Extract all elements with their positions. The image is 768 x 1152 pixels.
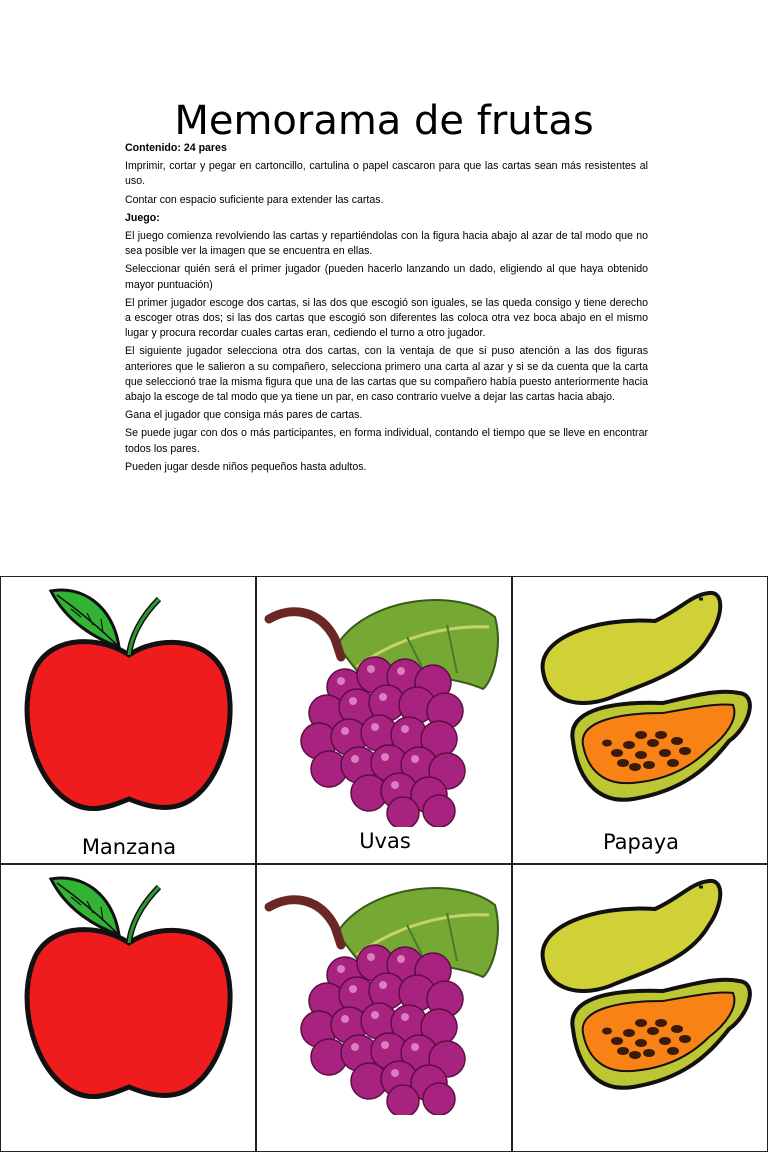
card-manzana-pair bbox=[0, 864, 256, 1152]
rule-first-turn: El primer jugador escoge dos cartas, si las dos que escogió son iguales, se las queda consigo y tiene derecho a escoger otras dos; si las dos cartas que escogió son diferentes las coloca otra vez boca abajo en el mismo lugar y procura recordar cuales cartas eran, cediendo el turno a otro jugador. bbox=[125, 296, 648, 340]
rule-winner: Gana el jugador que consiga más pares de cartas. bbox=[125, 409, 363, 422]
rule-next-player: El siguiente jugador selecciona otra dos cartas, con la ventaja de que si puso atención a las dos figuras anteriores que le salieron a su compañero, selecciona primero una carta al azar y si se da cuenta que la carta que seleccionó trae la misma figura que una de las cartas que su compañero había puesto anteriormente hacia abajo la escoge de tal modo que ya tiene un par, en caso contrario vuelve a dejar las cartas hacia abajo. bbox=[125, 345, 648, 404]
instructions bbox=[125, 141, 648, 478]
rule-first-player: Seleccionar quién será el primer jugador (pueden hacerlo lanzando un dado, eligiendo al que haya obtenido mayor puntuación) bbox=[125, 263, 648, 291]
card-label-papaya: Papaya bbox=[602, 830, 680, 854]
card-papaya-pair bbox=[512, 864, 768, 1152]
grapes-icon bbox=[257, 577, 512, 827]
card-grid bbox=[0, 576, 768, 1036]
page-title: Memorama de frutas bbox=[174, 97, 594, 144]
rule-start: El juego comienza revolviendo las cartas y repartiéndolas con la figura hacia abajo al azar de tal modo que no sea posible ver la imagen que se encuentra en ellas. bbox=[125, 230, 648, 258]
card-label-manzana: Manzana bbox=[81, 835, 177, 859]
grapes-icon bbox=[257, 865, 512, 1115]
papaya-icon bbox=[513, 865, 768, 1115]
rule-ages: Pueden jugar desde niños pequeños hasta adultos. bbox=[125, 460, 367, 473]
card-manzana bbox=[0, 576, 256, 864]
rule-participants: Se puede jugar con dos o más participantes, en forma individual, contando el tiempo que se lleve en encontrar todos los pares. bbox=[125, 427, 648, 455]
content-heading: Contenido: 24 pares bbox=[125, 142, 227, 154]
card-label-uvas: Uvas bbox=[359, 829, 411, 853]
card-uvas bbox=[256, 576, 512, 864]
apple-icon bbox=[1, 577, 256, 827]
papaya-icon bbox=[513, 577, 768, 827]
card-uvas-pair bbox=[256, 864, 512, 1152]
instruction-space: Contar con espacio suficiente para extender las cartas. bbox=[125, 193, 384, 206]
game-heading: Juego: bbox=[125, 211, 160, 224]
instruction-print: Imprimir, cortar y pegar en cartoncillo, cartulina o papel cascaron para que las cartas sean más resistentes al uso. bbox=[125, 160, 648, 188]
card-papaya bbox=[512, 576, 768, 864]
apple-icon bbox=[1, 865, 256, 1115]
